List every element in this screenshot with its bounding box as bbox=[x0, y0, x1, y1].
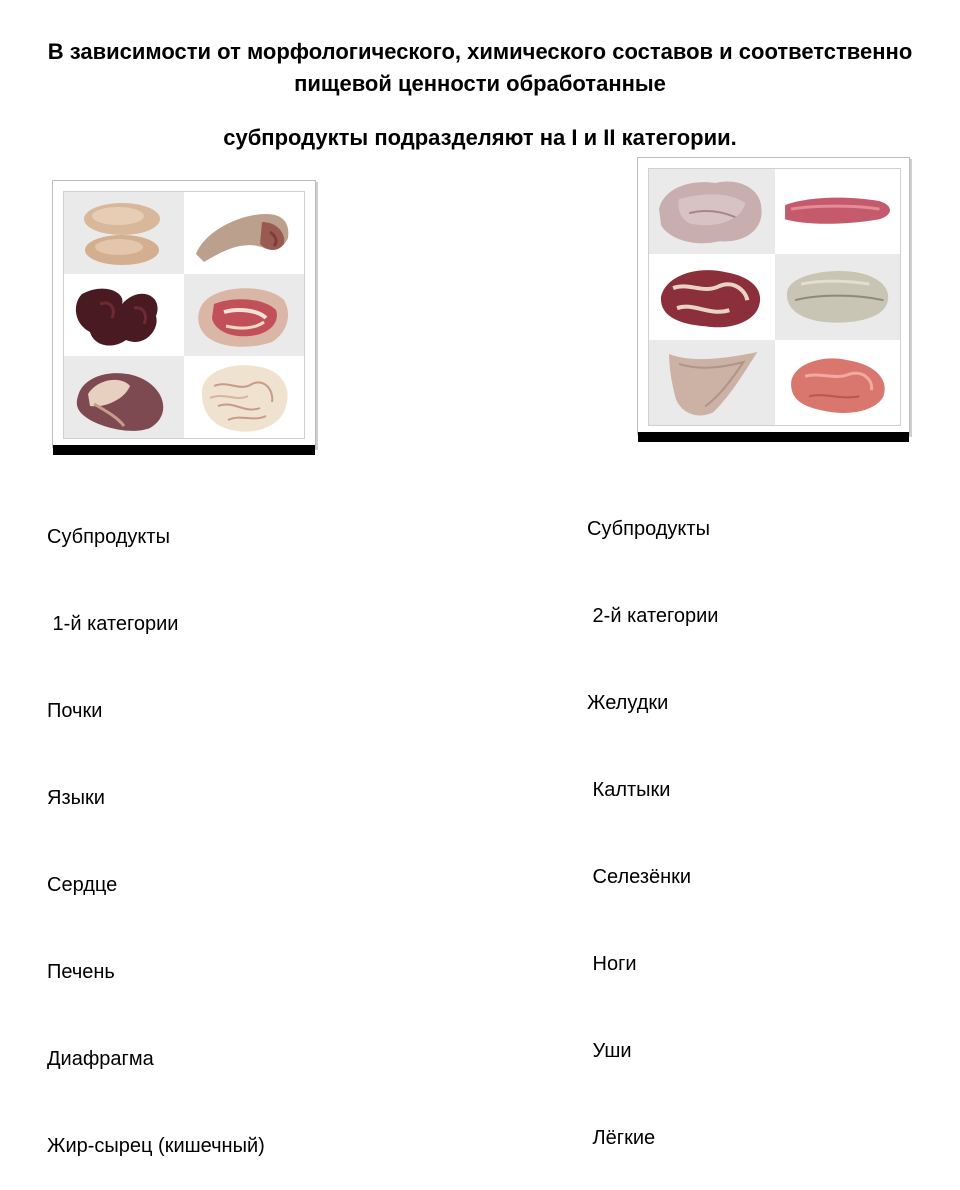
throat-meat-photo bbox=[649, 254, 775, 339]
list-item: Лёгкие bbox=[587, 1127, 656, 1149]
stomach-photo bbox=[649, 169, 775, 254]
category1-photo-grid bbox=[63, 191, 305, 439]
photo-panel-base bbox=[53, 445, 315, 455]
category1-list bbox=[47, 465, 265, 1190]
lungs-photo bbox=[775, 340, 901, 425]
list-item: Сердце bbox=[47, 874, 118, 896]
category2-photo-panel bbox=[637, 157, 910, 435]
fat-photo bbox=[184, 356, 304, 438]
list-item: Почки bbox=[47, 700, 103, 722]
slide-title: В зависимости от морфологического, химического составов и соответственно пищевой ценности обработанные bbox=[47, 39, 913, 96]
list-item: Ноги bbox=[587, 953, 637, 975]
list-item: Диафрагма bbox=[47, 1048, 154, 1070]
spleen-photo bbox=[775, 254, 901, 339]
category2-photo-grid bbox=[648, 168, 901, 426]
category1-subheading: 1-й категории bbox=[47, 613, 179, 635]
list-item: Языки bbox=[47, 787, 105, 809]
list-item: Селезёнки bbox=[587, 866, 692, 888]
heart-photo bbox=[64, 356, 184, 438]
slide-subtitle: субпродукты подразделяют на I и II категории. bbox=[223, 125, 737, 150]
diaphragm-photo bbox=[184, 274, 304, 356]
list-item: Уши bbox=[587, 1040, 632, 1062]
category2-heading: Субпродукты bbox=[587, 518, 710, 540]
tongue-2-photo bbox=[775, 169, 901, 254]
category2-subheading: 2-й категории bbox=[587, 605, 719, 627]
tongue-photo bbox=[184, 192, 304, 274]
list-item: Жир-сырец (кишечный) bbox=[47, 1135, 265, 1157]
kidneys-photo bbox=[64, 192, 184, 274]
category1-heading: Субпродукты bbox=[47, 526, 170, 548]
ear-photo bbox=[649, 340, 775, 425]
category2-list bbox=[587, 457, 718, 1182]
liver-photo bbox=[64, 274, 184, 356]
list-item: Печень bbox=[47, 961, 115, 983]
photo-panel-base bbox=[638, 432, 909, 442]
list-item: Калтыки bbox=[587, 779, 671, 801]
category1-photo-panel bbox=[52, 180, 316, 448]
list-item: Желудки bbox=[587, 692, 669, 714]
